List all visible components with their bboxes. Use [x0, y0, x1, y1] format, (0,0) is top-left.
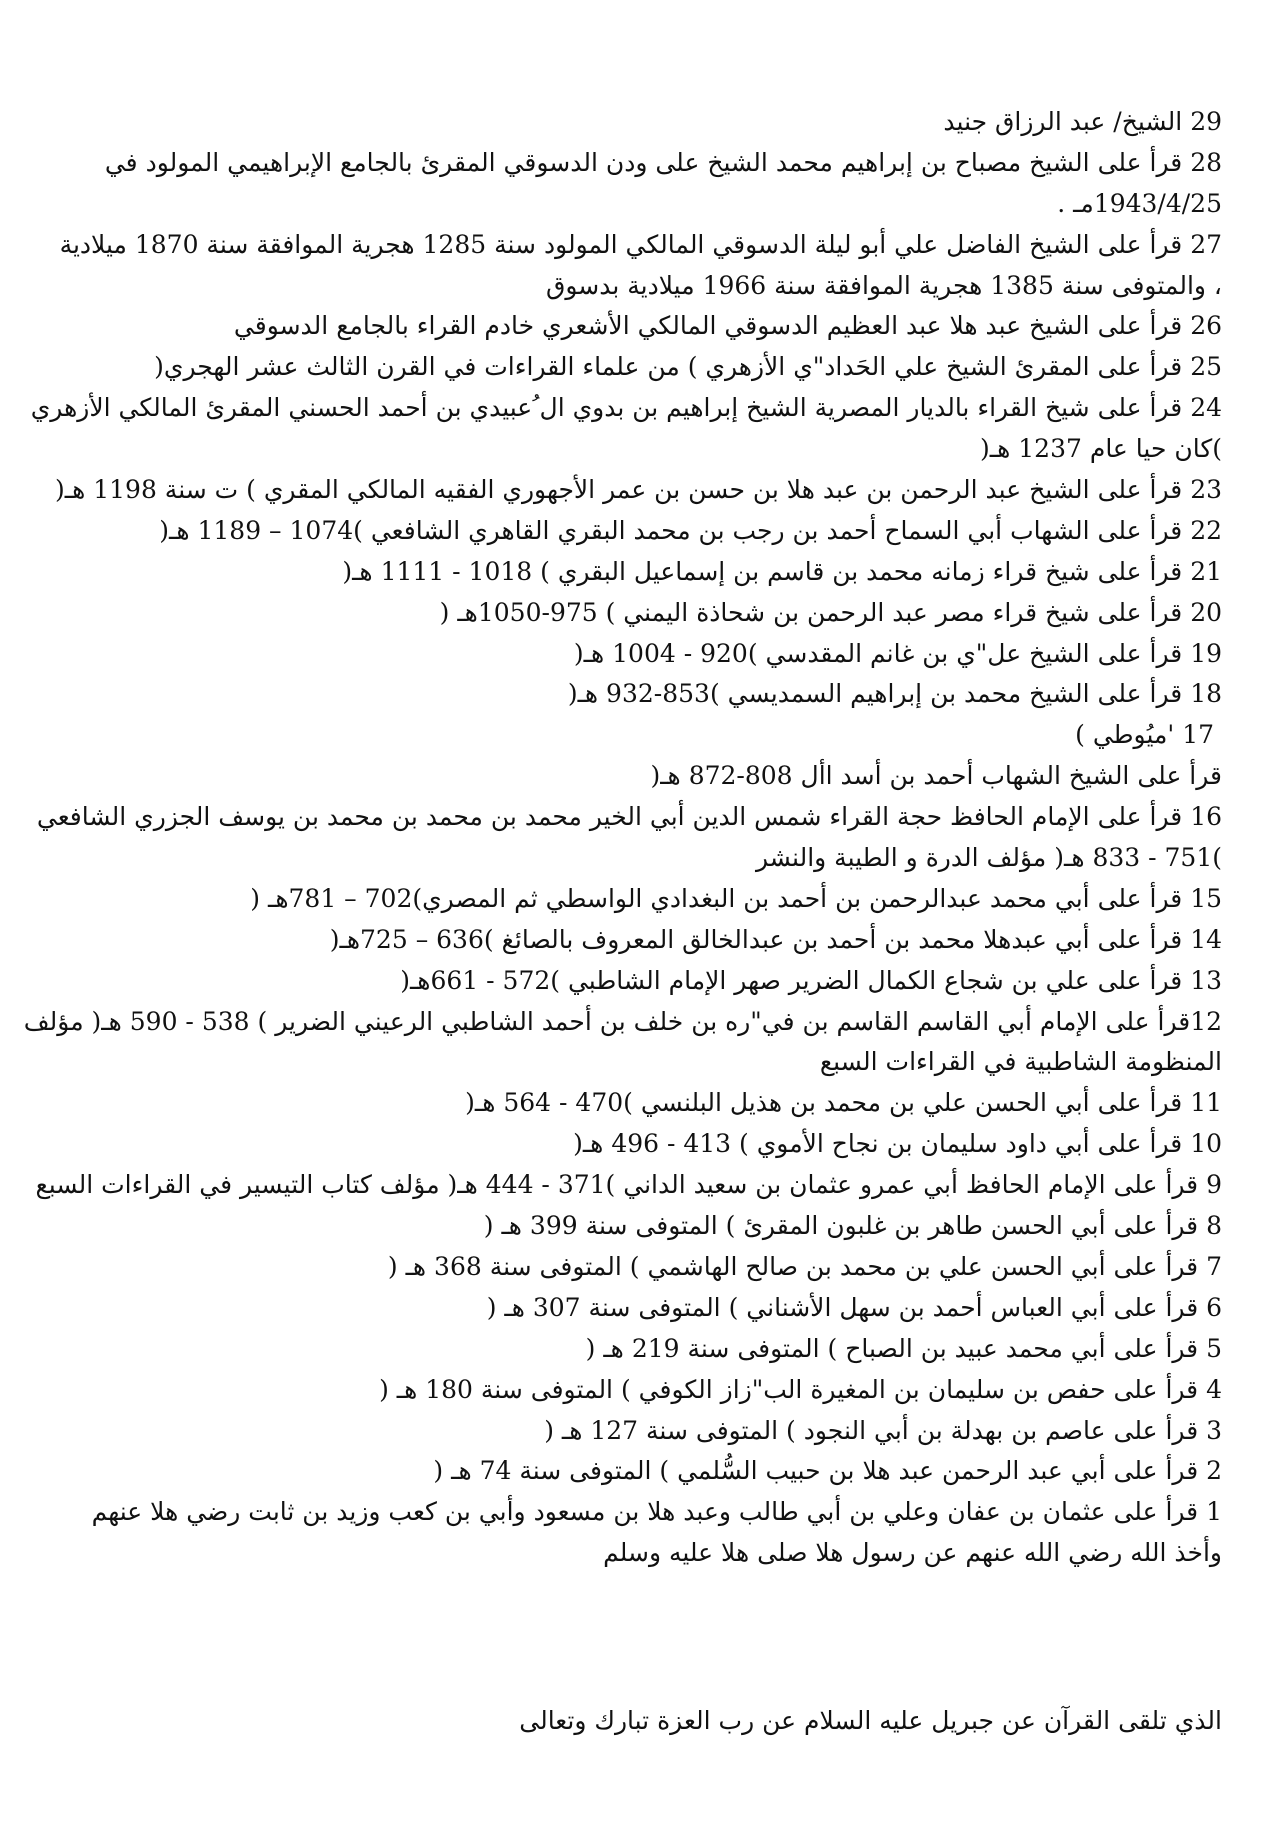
line-24: 24 قرأ على شيخ القراء بالديار المصرية الشيخ إبراهيم بن بدوي ال ُعبيدي بن أحمد الحسني المقرئ المالكي الأزهري: [30, 393, 1222, 423]
line-16-cont: )751 - 833 هـ( مؤلف الدرة و الطيبة والنشر: [755, 843, 1222, 873]
line-1-cont: وأخذ الله رضي الله عنهم عن رسول هلا صلى هلا عليه وسلم: [603, 1538, 1222, 1568]
line-4: 4 قرأ على حفص بن سليمان بن المغيرة الب"زاز الكوفي ) المتوفى سنة 180 هـ (: [379, 1374, 1222, 1404]
line-11: 11 قرأ على أبي الحسن علي بن محمد بن هذيل البلنسي )470 - 564 هـ(: [465, 1088, 1222, 1118]
line-18: 18 قرأ على الشيخ محمد بن إبراهيم السمديسي )853-932 هـ(: [567, 679, 1222, 709]
line-16: 16 قرأ على الإمام الحافظ حجة القراء شمس الدين أبي الخير محمد بن محمد بن محمد بن يوسف الجزري الشافعي: [36, 802, 1222, 832]
line-24-cont: )كان حيا عام 1237 هـ(: [980, 434, 1222, 464]
line-29: 29 الشيخ/ عبد الرزاق جنيد: [943, 107, 1222, 136]
line-17: ُ 17 'ميُوطي ): [1075, 720, 1222, 750]
isnad-list: [24, 102, 1222, 1574]
line-6: 6 قرأ على أبي العباس أحمد بن سهل الأشناني ) المتوفى سنة 307 هـ (: [486, 1292, 1222, 1322]
line-12-cont: المنظومة الشاطبية في القراءات السبع: [819, 1047, 1222, 1077]
line-27: 27 قرأ على الشيخ الفاضل علي أبو ليلة الدسوقي المالكي المولود سنة 1285 هجرية الموافقة سنة 1870 ميلادية: [59, 229, 1222, 259]
line-25: 25 قرأ على المقرئ الشيخ علي الحَداد"ي الأزهري ) من علماء القراءات في القرن الثالث عشر الهجري(: [154, 352, 1222, 382]
line-28: 28 قرأ على الشيخ مصباح بن إبراهيم محمد الشيخ على ودن الدسوقي المقرئ بالجامع الإبراهيمي المولود في: [104, 147, 1222, 177]
line-15: 15 قرأ على أبي محمد عبدالرحمن بن أحمد بن البغدادي الواسطي ثم المصري)702 – 781هـ (: [250, 883, 1222, 913]
line-1: 1 قرأ على عثمان بن عفان وعلي بن أبي طالب وعبد هلا بن مسعود وأبي بن كعب وزيد بن ثابت رضي هلا عنهم: [91, 1497, 1222, 1527]
closing-line: الذي تلقى القرآن عن جبريل عليه السلام عن رب العزة تبارك وتعالى: [519, 1706, 1222, 1735]
line-23: 23 قرأ على الشيخ عبد الرحمن بن عبد هلا بن حسن بن عمر الأجهوري الفقيه المالكي المقري ) ت سنة 1198 هـ(: [55, 475, 1222, 505]
line-28-cont: 1943/4/25مـ .: [1057, 188, 1222, 218]
line-27-cont: ، والمتوفى سنة 1385 هجرية الموافقة سنة 1966 ميلادية بدسوق: [545, 270, 1222, 300]
line-17-cont: قرأ على الشيخ الشهاب أحمد بن أسد األ 808-872 هـ(: [650, 761, 1222, 791]
line-22: 22 قرأ على الشهاب أبي السماح أحمد بن رجب بن محمد البقري القاهري الشافعي )1074 – 1189 هـ(: [159, 515, 1222, 545]
line-7: 7 قرأ على أبي الحسن علي بن محمد بن صالح الهاشمي ) المتوفى سنة 368 هـ (: [387, 1251, 1222, 1281]
line-21: 21 قرأ على شيخ قراء زمانه محمد بن قاسم بن إسماعيل البقري ) 1018 - 1111 هـ(: [342, 556, 1222, 586]
line-20: 20 قرأ على شيخ قراء مصر عبد الرحمن بن شحاذة اليمني ) 975-1050هـ (: [439, 597, 1222, 627]
line-10: 10 قرأ على أبي داود سليمان بن نجاح الأموي ) 413 - 496 هـ(: [573, 1129, 1222, 1159]
line-12: 12قرأ على الإمام أبي القاسم القاسم بن في"ره بن خلف بن أحمد الشاطبي الرعيني الضرير ) 538 - 590 هـ( مؤلف: [24, 1006, 1222, 1036]
line-8: 8 قرأ على أبي الحسن طاهر بن غلبون المقرئ ) المتوفى سنة 399 هـ (: [483, 1211, 1222, 1241]
line-26: 26 قرأ على الشيخ عبد هلا عبد العظيم الدسوقي المالكي الأشعري خادم القراء بالجامع الدسوقي: [233, 311, 1222, 341]
line-19: 19 قرأ على الشيخ عل"ي بن غانم المقدسي )920 - 1004 هـ(: [573, 638, 1222, 668]
line-14: 14 قرأ على أبي عبدهلا محمد بن أحمد بن عبدالخالق المعروف بالصائغ )636 – 725هـ(: [329, 924, 1222, 954]
line-5: 5 قرأ على أبي محمد عبيد بن الصباح ) المتوفى سنة 219 هـ (: [585, 1333, 1222, 1363]
line-3: 3 قرأ على عاصم بن بهدلة بن أبي النجود ) المتوفى سنة 127 هـ (: [544, 1415, 1222, 1445]
line-9: 9 قرأ على الإمام الحافظ أبي عمرو عثمان بن سعيد الداني )371 - 444 هـ( مؤلف كتاب التيسير في القراءات السبع: [35, 1170, 1222, 1200]
line-13: 13 قرأ على علي بن شجاع الكمال الضرير صهر الإمام الشاطبي )572 - 661هـ(: [400, 965, 1222, 995]
line-2: 2 قرأ على أبي عبد الرحمن عبد هلا بن حبيب السُّلمي ) المتوفى سنة 74 هـ (: [433, 1456, 1222, 1486]
